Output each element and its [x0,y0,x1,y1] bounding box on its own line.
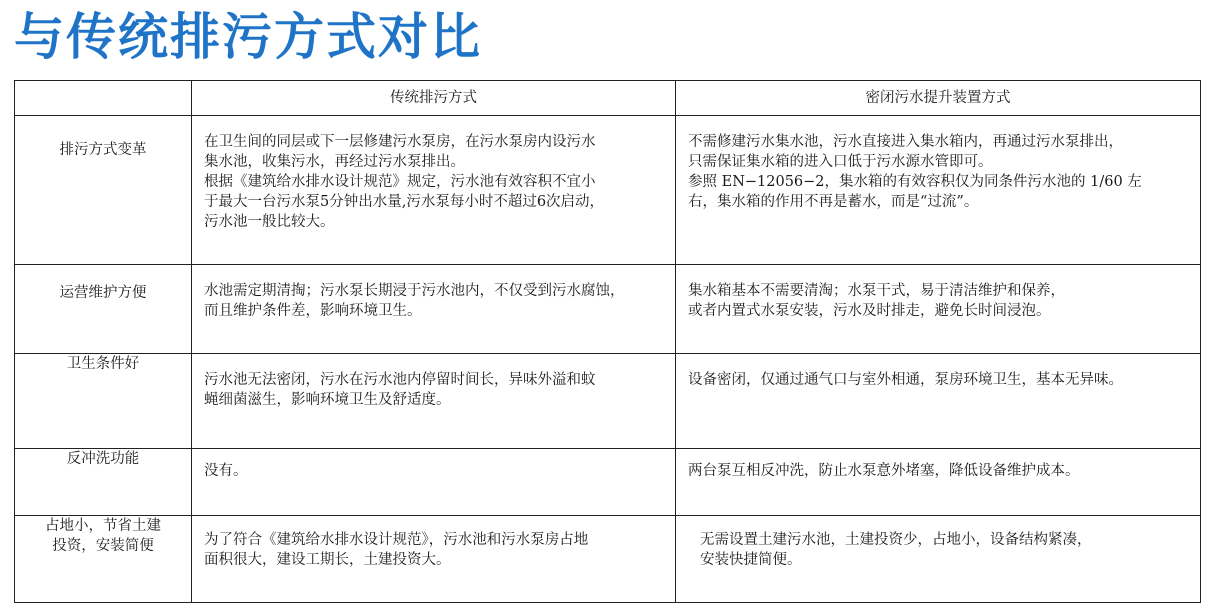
label-line: 投资，安装简便 [52,538,154,554]
page-title: 与传统排污方式对比 [14,8,482,66]
table-row [15,265,1201,354]
text-line: 只需保证集水箱的进入口低于污水源水管即可。 [688,154,993,170]
text-line: 而且维护条件差，影响环境卫生。 [204,303,422,319]
row-label-maintenance: 运营维护方便 [15,265,192,354]
text-line: 于最大一台污水泵5分钟出水量,污水泵每小时不超过6次启动， [204,194,605,210]
row-label-backflush: 反冲洗功能 [15,449,192,516]
text-line: 设备密闭，仅通过通气口与室外相通，泵房环境卫生，基本无异味。 [688,372,1123,388]
text-line: 污水池一般比较大。 [204,214,335,230]
traditional-cell [192,116,676,265]
traditional-cell [192,265,676,354]
label-line: 占地小，节省土建 [45,518,161,534]
row-label-footprint [15,516,192,603]
traditional-cell [192,354,676,449]
sealed-cell [676,449,1201,516]
traditional-cell [192,516,676,603]
text-line: 根据《建筑给水排水设计规范》规定，污水池有效容积不宜小 [204,174,596,190]
text-line: 安装快捷简便。 [700,552,802,568]
text-line: 不需修建污水集水池，污水直接进入集水箱内，再通过污水泵排出， [688,134,1123,150]
row-label-discharge-change: 排污方式变革 [15,116,192,265]
sealed-cell [676,116,1201,265]
text-line: 面积很大，建设工期长，土建投资大。 [204,552,451,568]
text-line: 蝇细菌滋生，影响环境卫生及舒适度。 [204,392,451,408]
text-line: 无需设置土建污水池，土建投资少，占地小，设备结构紧凑， [700,532,1092,548]
text-line: 为了符合《建筑给水排水设计规范》，污水池和污水泵房占地 [204,532,589,548]
comparison-table [14,80,1201,603]
header-empty-cell [15,81,192,116]
text-line: 水池需定期清掏；污水泵长期浸于污水池内，不仅受到污水腐蚀， [204,283,625,299]
text-line: 参照 EN−12056−2，集水箱的有效容积仅为同条件污水池的 1/60 左 [688,174,1142,190]
table-row [15,449,1201,516]
table-row [15,516,1201,603]
text-line: 没有。 [204,463,248,479]
text-line: 集水箱基本不需要清淘；水泵干式，易于清洁维护和保养， [688,283,1065,299]
sealed-cell [676,354,1201,449]
table-row [15,354,1201,449]
sealed-cell [676,265,1201,354]
row-label-hygiene: 卫生条件好 [15,354,192,449]
sealed-cell [676,516,1201,603]
table-header-row [15,81,1201,116]
header-traditional: 传统排污方式 [192,81,676,116]
text-line: 两台泵互相反冲洗，防止水泵意外堵塞，降低设备维护成本。 [688,463,1080,479]
traditional-cell [192,449,676,516]
text-line: 右，集水箱的作用不再是蓄水，而是“过流”。 [688,194,979,210]
text-line: 集水池，收集污水，再经过污水泵排出。 [204,154,465,170]
text-line: 在卫生间的同层或下一层修建污水泵房，在污水泵房内设污水 [204,134,596,150]
table-row [15,116,1201,265]
header-sealed: 密闭污水提升装置方式 [676,81,1201,116]
text-line: 或者内置式水泵安装，污水及时排走，避免长时间浸泡。 [688,303,1051,319]
text-line: 污水池无法密闭，污水在污水池内停留时间长，异味外溢和蚊 [204,372,596,388]
